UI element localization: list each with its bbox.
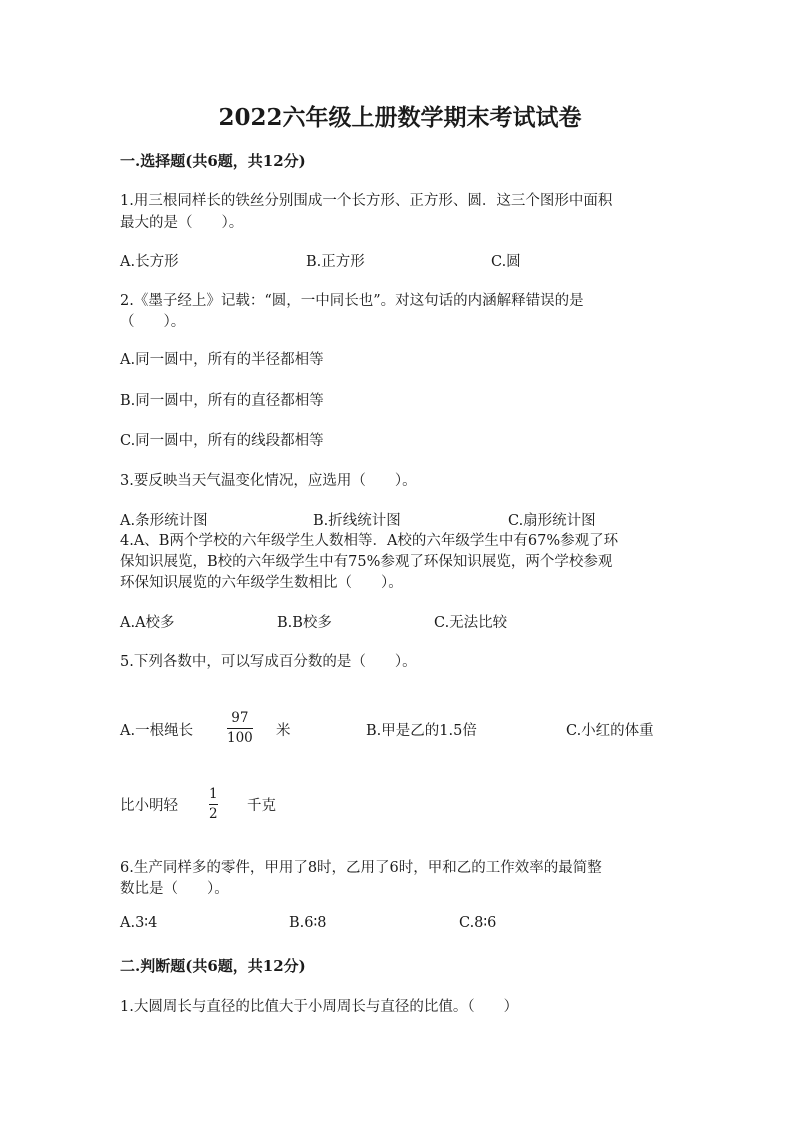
question-1-line-1: 1.用三根同样长的铁丝分别围成一个长方形、正方形、圆．这三个图形中面积 xyxy=(120,193,613,209)
question-6-option-a: A.3∶4 xyxy=(120,915,158,931)
question-5-option-c-prefix: C.小红的体重 xyxy=(566,723,654,739)
page-title: 2022六年级上册数学期末考试试卷 xyxy=(218,104,582,131)
question-2-option-c: C.同一圆中，所有的线段都相等 xyxy=(120,433,324,449)
question-1-line-2: 最大的是（ ）。 xyxy=(120,215,244,231)
question-5-option-a-prefix: A.一根绳长 xyxy=(120,723,194,739)
question-4-option-b: B.B校多 xyxy=(277,615,332,631)
fraction-denominator: 2 xyxy=(209,806,218,822)
section-heading-choice: 一.选择题(共6题，共12分) xyxy=(120,152,306,170)
question-4-line-2: 保知识展览，B校的六年级学生中有75%参观了环保知识展览，两个学校参观 xyxy=(120,554,613,570)
question-3-line-1: 3.要反映当天气温变化情况，应选用（ ）。 xyxy=(120,473,417,489)
fraction-denominator: 100 xyxy=(227,730,253,746)
question-1-option-a: A.长方形 xyxy=(120,254,179,270)
question-6-line-1: 6.生产同样多的零件，甲用了8时，乙用了6时，甲和乙的工作效率的最简整 xyxy=(120,860,602,876)
question-1-option-b: B.正方形 xyxy=(306,254,365,270)
question-5-option-b: B.甲是乙的1.5倍 xyxy=(366,723,477,739)
question-2-line-1: 2.《墨子经上》记载：“圆，一中同长也”。对这句话的内涵解释错误的是 xyxy=(120,293,584,309)
question-6-option-c: C.8∶6 xyxy=(459,915,497,931)
question-2-option-b: B.同一圆中，所有的直径都相等 xyxy=(120,393,324,409)
question-3-option-a: A.条形统计图 xyxy=(120,513,208,529)
question-6-line-2: 数比是（ ）。 xyxy=(120,881,229,897)
question-4-option-a: A.A校多 xyxy=(120,615,175,631)
question-1-option-c: C.圆 xyxy=(491,254,521,270)
question-5-option-c-suffix: 千克 xyxy=(247,798,276,814)
question-5-option-a-fraction xyxy=(227,710,253,747)
question-2-option-a: A.同一圆中，所有的半径都相等 xyxy=(120,352,324,368)
fraction-numerator: 97 xyxy=(231,710,249,726)
fraction-bar xyxy=(227,728,253,729)
question-5-option-c-fraction xyxy=(209,786,218,823)
question-4-line-3: 环保知识展览的六年级学生数相比（ ）。 xyxy=(120,575,403,591)
question-5-option-a-suffix: 米 xyxy=(276,723,291,739)
judgment-question-1: 1.大圆周长与直径的比值大于小周周长与直径的比值。（ ） xyxy=(120,999,519,1015)
fraction-bar xyxy=(209,804,218,805)
question-2-line-2: （ ）。 xyxy=(120,314,186,330)
question-5-option-c-continued: 比小明轻 xyxy=(120,798,178,814)
question-3-option-b: B.折线统计图 xyxy=(313,513,401,529)
question-4-option-c: C.无法比较 xyxy=(434,615,508,631)
question-5-line-1: 5.下列各数中，可以写成百分数的是（ ）。 xyxy=(120,654,417,670)
question-6-option-b: B.6∶8 xyxy=(289,915,327,931)
question-4-line-1: 4.A、B两个学校的六年级学生人数相等．A校的六年级学生中有67%参观了环 xyxy=(120,533,619,549)
question-3-option-c: C.扇形统计图 xyxy=(508,513,596,529)
section-heading-judgment: 二.判断题(共6题，共12分) xyxy=(120,957,306,975)
fraction-numerator: 1 xyxy=(209,786,218,802)
